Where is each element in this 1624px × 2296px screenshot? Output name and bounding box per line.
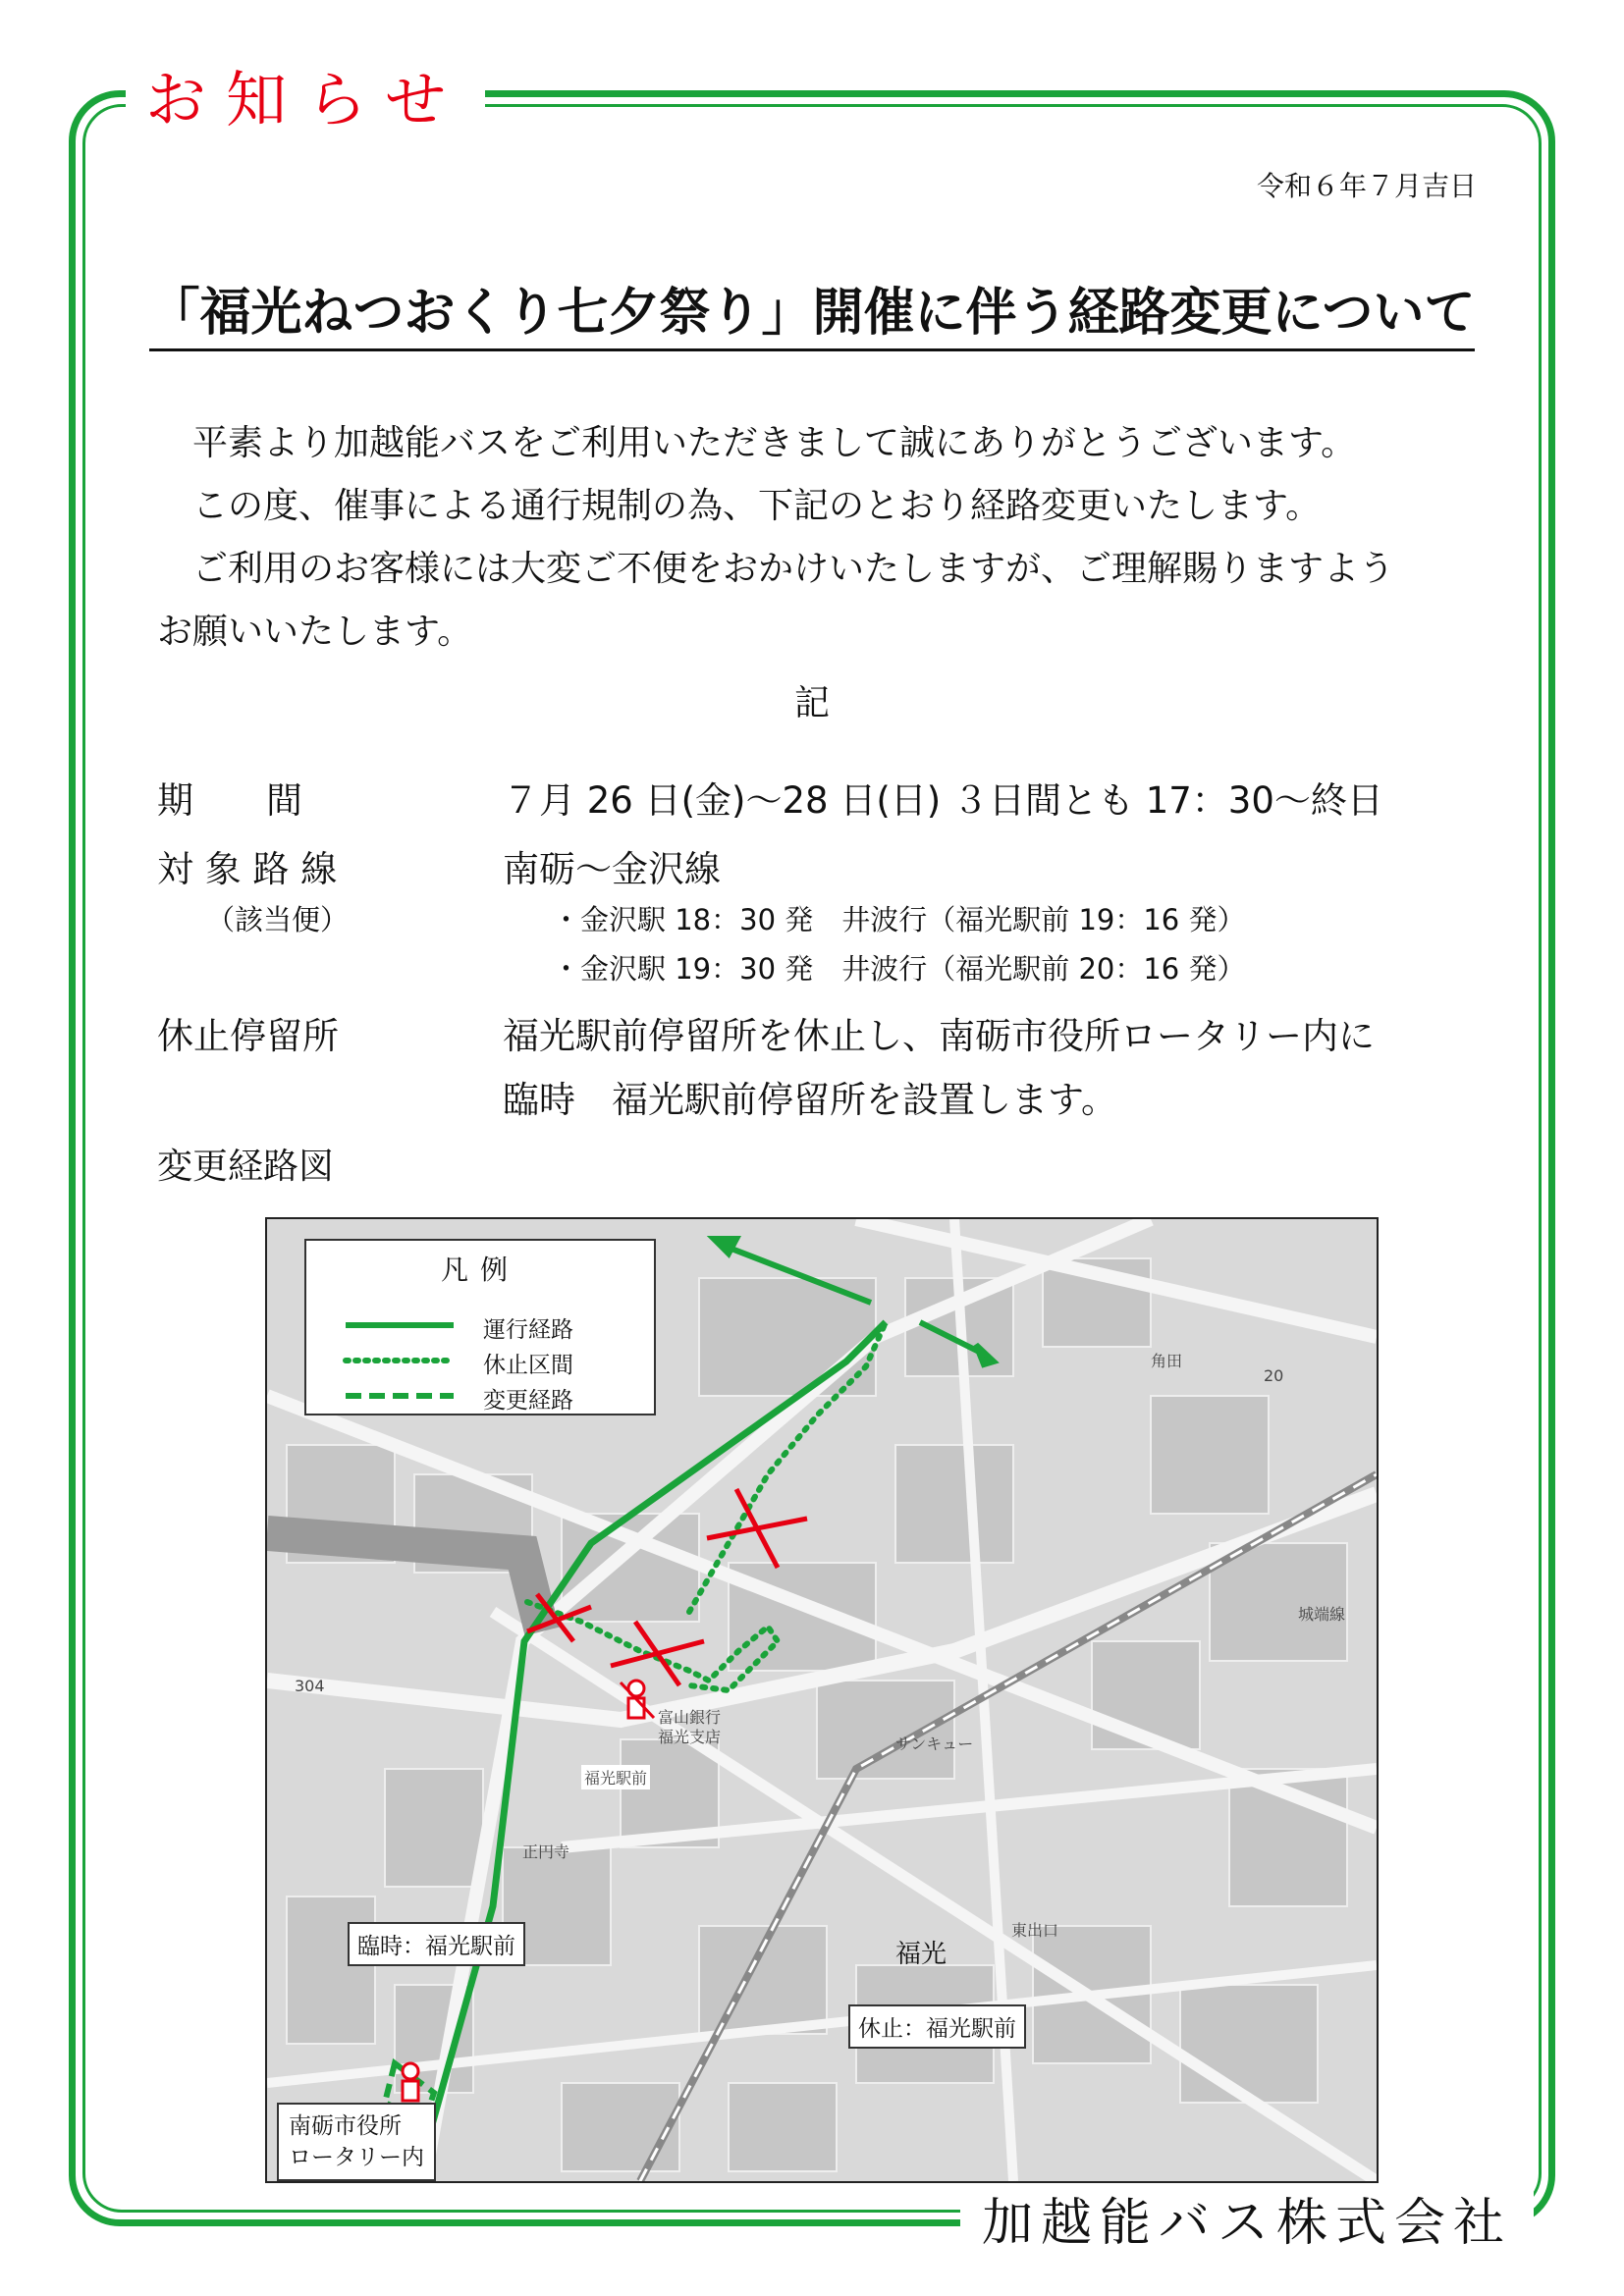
map-label-kakuda: 角田 bbox=[1151, 1352, 1183, 1370]
legend-title: 凡例 bbox=[440, 1254, 519, 1286]
stop-value-2: 臨時 福光駅前停留所を設置します。 bbox=[503, 1079, 1118, 1121]
map-label-stop: 福光駅前 bbox=[581, 1765, 650, 1789]
legend-swatches bbox=[306, 1241, 658, 1417]
intro-paragraph-1: 平素より加越能バスをご利用いただきまして誠にありがとうございます。 bbox=[192, 423, 1357, 463]
intro-text bbox=[157, 412, 1473, 664]
map-label-temple: 正円寺 bbox=[522, 1842, 570, 1861]
callout-temporary-stop: 臨時：福光駅前 bbox=[348, 1922, 525, 1966]
trip-label: （該当便） bbox=[206, 903, 350, 936]
trip-1: ・金沢駅 18：30 発 井波行（福光駅前 19：16 発） bbox=[552, 903, 1246, 936]
map-label-bank-1: 富山銀行 bbox=[658, 1708, 722, 1727]
callout-closed-stop: 休止：福光駅前 bbox=[848, 2004, 1026, 2049]
period-value: ７月 26 日(金)～28 日(日) ３日間とも 17：30～終日 bbox=[503, 779, 1383, 822]
city-hall-line-1: 南砺市役所 bbox=[289, 2113, 402, 2139]
map-label-sanki: サンキュー bbox=[895, 1735, 974, 1753]
map-label-route-20: 20 bbox=[1264, 1366, 1284, 1385]
trip-2: ・金沢駅 19：30 発 井波行（福光駅前 20：16 発） bbox=[552, 952, 1246, 986]
callout-city-hall bbox=[277, 2103, 436, 2181]
map-legend bbox=[304, 1239, 656, 1415]
intro-paragraph-3a: ご利用のお客様には大変ご不便をおかけいたしますが、ご理解賜りますよう bbox=[192, 549, 1395, 589]
intro-paragraph-2: この度、催事による通行規制の為、下記のとおり経路変更いたします。 bbox=[192, 486, 1322, 526]
map-label-line: 城端線 bbox=[1298, 1605, 1346, 1624]
city-hall-line-2: ロータリー内 bbox=[289, 2145, 424, 2170]
map-label-route-304: 304 bbox=[295, 1677, 325, 1695]
map-label-bank-2: 福光支店 bbox=[658, 1728, 722, 1746]
page-title-text: 「福光ねつおくり七夕祭り」開催に伴う経路変更について bbox=[149, 284, 1476, 351]
company-name: 加越能バス株式会社 bbox=[960, 2184, 1534, 2263]
stop-value-1: 福光駅前停留所を休止し、南砺市役所ロータリー内に bbox=[503, 1015, 1375, 1057]
legend-item-suspended: 休止区間 bbox=[483, 1353, 573, 1378]
period-label: 期 間 bbox=[157, 779, 302, 822]
issue-date: 令和６年７月吉日 bbox=[1256, 170, 1477, 202]
route-value: 南砺～金沢線 bbox=[503, 848, 721, 890]
legend-item-changed: 変更経路 bbox=[483, 1388, 573, 1414]
page-title bbox=[0, 271, 1624, 345]
map-label-station: 福光 bbox=[895, 1940, 947, 1969]
notice-badge: お知らせ bbox=[126, 61, 485, 139]
stop-label: 休止停留所 bbox=[157, 1015, 339, 1057]
map-label-east-exit: 東出口 bbox=[1011, 1921, 1059, 1940]
legend-item-route: 運行経路 bbox=[483, 1317, 573, 1343]
intro-paragraph-3b: お願いいたします。 bbox=[157, 612, 473, 652]
map-section-label: 変更経路図 bbox=[157, 1147, 335, 1187]
ki-heading: 記 bbox=[793, 683, 830, 723]
route-map bbox=[265, 1217, 1379, 2183]
route-label: 対 象 路 線 bbox=[157, 848, 338, 890]
